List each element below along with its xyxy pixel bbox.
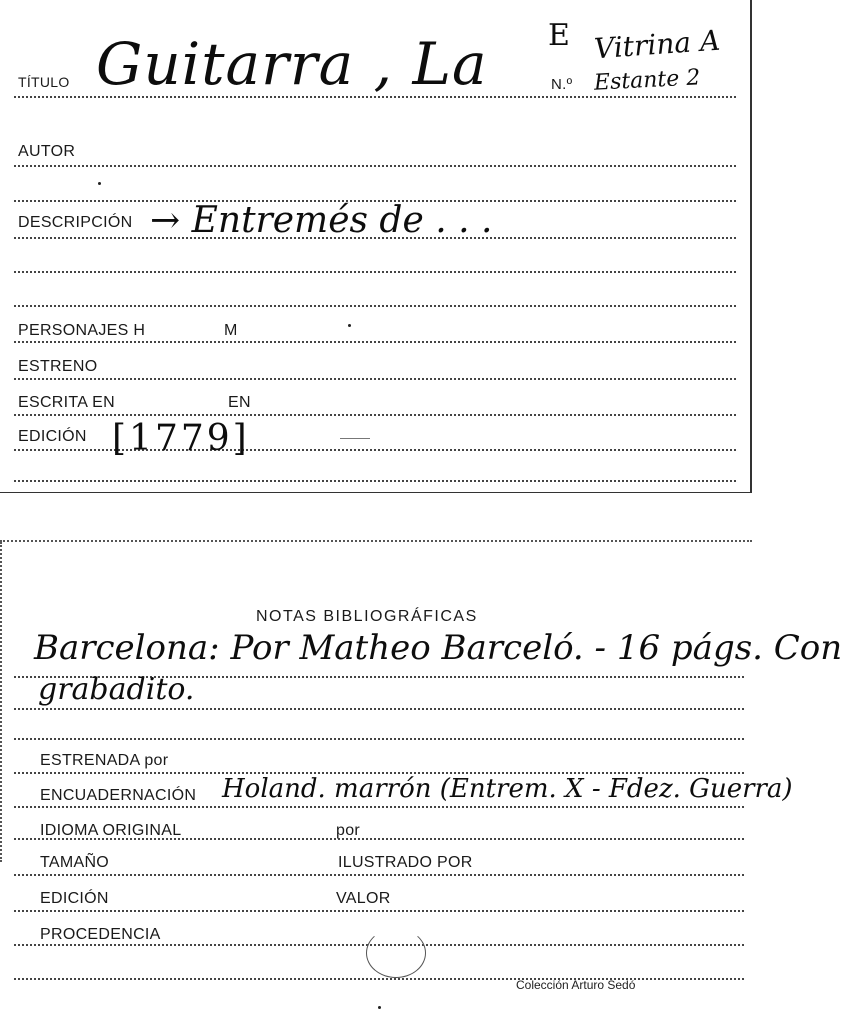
ruled-line [14, 708, 744, 710]
handwritten-title: Guitarra , La [96, 30, 488, 98]
titulo-label: TÍTULO [18, 74, 70, 90]
estreno-label: ESTRENO [18, 358, 98, 375]
handwritten-encuadernacion: Holand. marrón (Entrem. X - Fdez. Guerra) [222, 774, 793, 804]
handwritten-letter: E [548, 18, 570, 53]
handwritten-notes-line1: Barcelona: Por Matheo Barceló. - 16 págs. Con [34, 628, 842, 668]
numero-label: N.º [551, 76, 573, 93]
ruled-line [14, 414, 736, 416]
tamano-label: TAMAÑO [40, 854, 110, 871]
handwritten-location-line1: Vitrina A [593, 23, 722, 66]
procedencia-label: PROCEDENCIA [40, 926, 161, 943]
valor-label: VALOR [336, 890, 391, 907]
ink-mark [340, 438, 370, 439]
catalog-card-bottom [0, 540, 842, 1030]
handwritten-notes-line2: grabadito. [38, 672, 195, 707]
card-edge [0, 542, 14, 862]
ruled-line [14, 341, 736, 343]
descripcion-label: DESCRIPCIÓN [18, 214, 133, 231]
escrita-en-place-label: EN [228, 394, 251, 411]
catalog-card-top [0, 0, 752, 493]
ilustrado-por-label: ILUSTRADO POR [338, 854, 473, 871]
ruled-line [14, 910, 744, 912]
edicion-label: EDICIÓN [40, 890, 109, 907]
ink-speck [98, 182, 101, 185]
notas-heading: NOTAS BIBLIOGRÁFICAS [256, 608, 478, 625]
idioma-original-label: IDIOMA ORIGINAL [40, 822, 182, 839]
stamp-mark [366, 928, 426, 978]
personajes-h-label: PERSONAJES H [18, 322, 146, 339]
ink-speck [378, 1006, 381, 1009]
ruled-line [14, 806, 744, 808]
edicion-label: EDICIÓN [18, 428, 87, 445]
collection-footer: Colección Arturo Sedó [516, 978, 636, 992]
ruled-line [14, 378, 736, 380]
escrita-en-label: ESCRITA EN [18, 394, 115, 411]
ruled-line [14, 874, 744, 876]
personajes-m-label: M [224, 322, 238, 339]
ruled-line [14, 165, 736, 167]
ruled-line [14, 305, 736, 307]
handwritten-edition: [1779] [112, 418, 250, 459]
handwritten-description: → Entremés de . . . [150, 200, 493, 241]
estrenada-por-label: ESTRENADA por [40, 752, 169, 769]
encuadernacion-label: ENCUADERNACIÓN [40, 787, 197, 804]
ruled-line [14, 738, 744, 740]
idioma-por-label: por [336, 822, 361, 839]
handwritten-location-line2: Estante 2 [593, 65, 701, 96]
ruled-line [14, 271, 736, 273]
ruled-line [14, 480, 736, 482]
ink-speck [348, 324, 351, 327]
autor-label: AUTOR [18, 143, 76, 160]
